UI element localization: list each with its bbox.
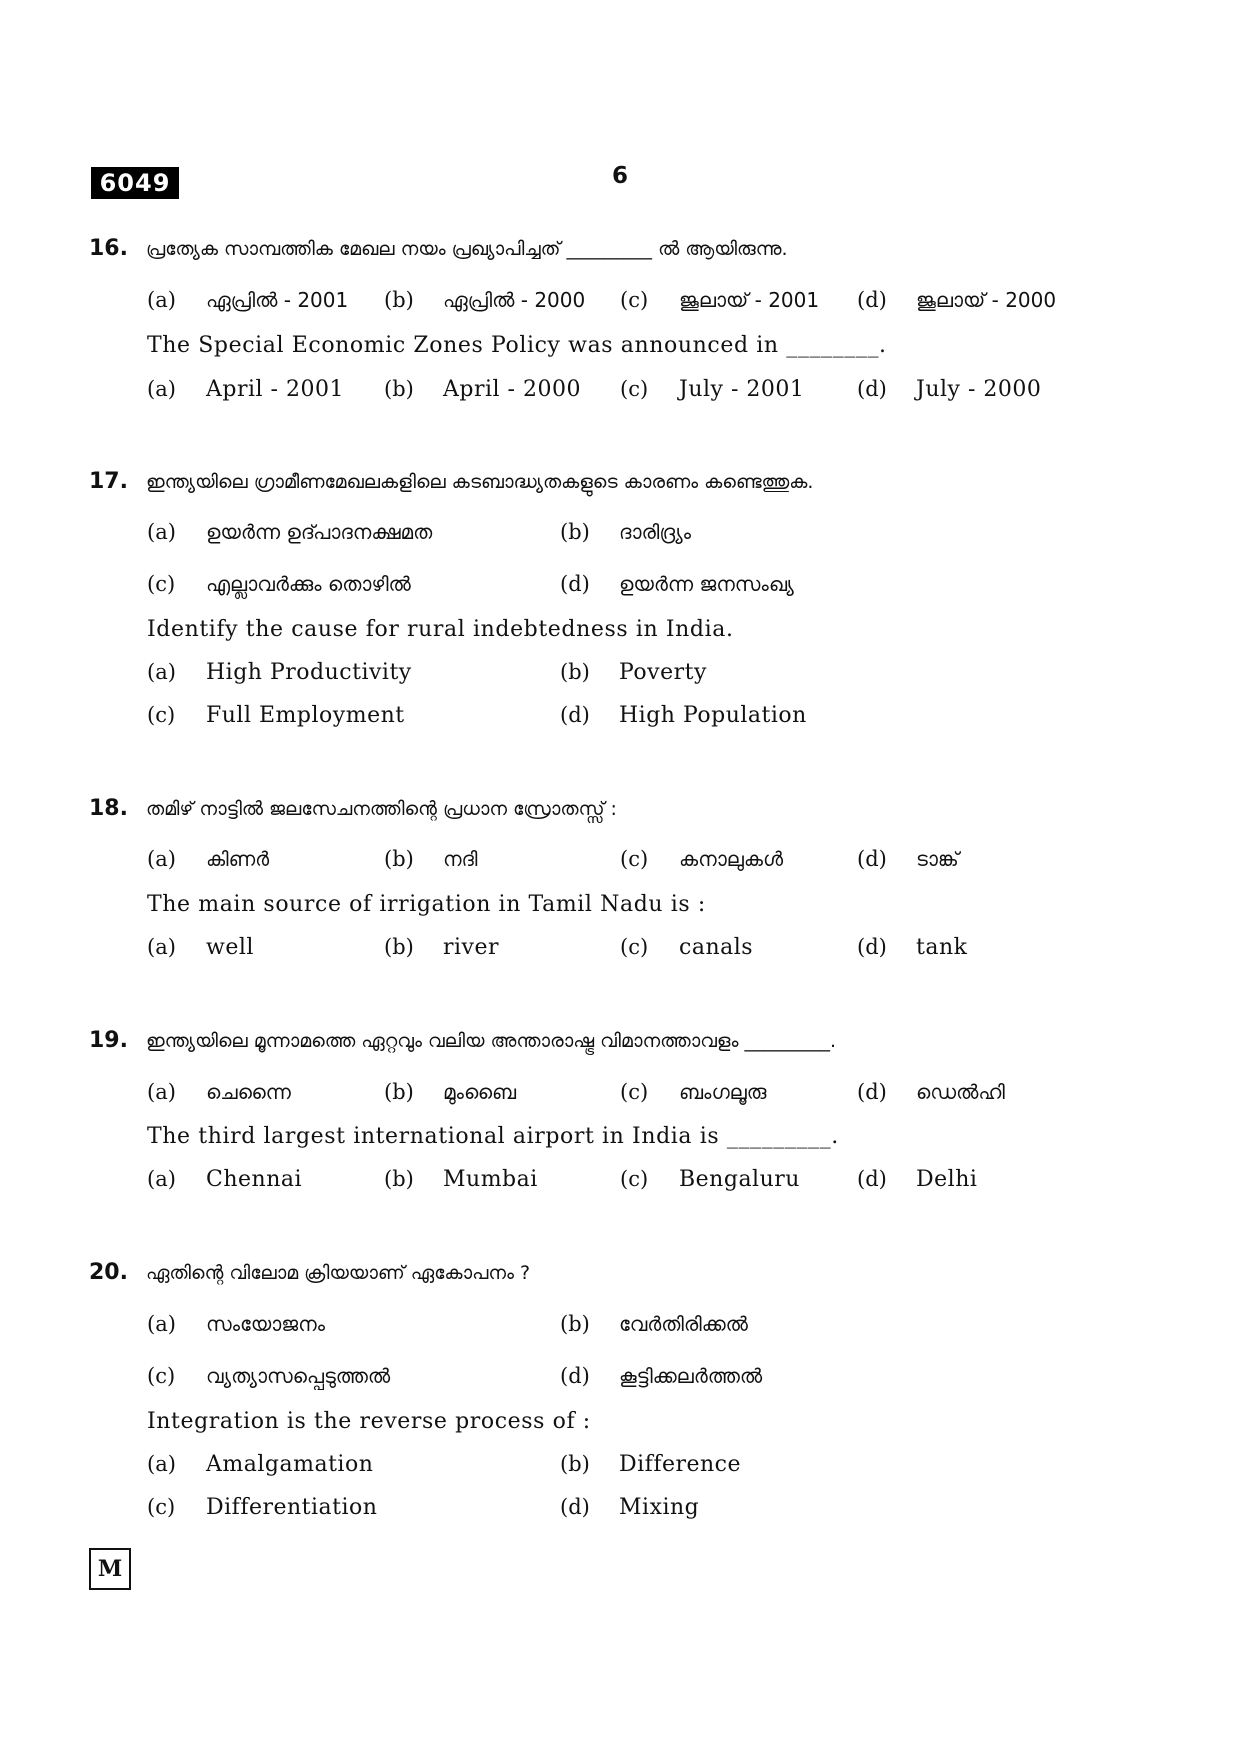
question-number: 18. [89,796,128,821]
option-text-malayalam: ഉയർന്ന ഉദ്പാദനക്ഷമത [206,520,433,544]
question-stem-malayalam: പ്രത്യേക സാമ്പത്തിക മേഖല നയം പ്രഖ്യാപിച്ചത് _________ ൽ ആയിരുന്നു. [146,238,788,260]
page-number: 6 [612,163,629,189]
option-text-english: July - 2000 [916,377,1042,402]
question-stem-malayalam: ഇന്ത്യയിലെ മൂന്നാമത്തെ ഏറ്റവും വലിയ അന്താരാഷ്ട്ര വിമാനത്താവളം _________. [146,1030,836,1052]
option-text-english: canals [679,935,754,960]
option-text-malayalam: ഏപ്രിൽ - 2001 [206,288,349,312]
option-text-english: July - 2001 [679,377,805,402]
option-text-english: well [206,935,254,960]
option-label: (b) [384,847,414,871]
option-label: (d) [560,703,590,727]
option-label: (a) [147,377,176,401]
option-text-malayalam: നദി [443,847,478,871]
question-number: 19. [89,1028,128,1053]
option-text-malayalam: മുംബൈ [443,1080,517,1104]
option-text-english: tank [916,935,968,960]
option-label: (a) [147,660,176,684]
option-text-english: Differentiation [206,1495,378,1520]
option-label: (d) [857,377,887,401]
option-text-malayalam: വേർതിരിക്കൽ [619,1312,748,1336]
option-text-malayalam: വ്യത്യാസപ്പെടുത്തൽ [206,1364,391,1388]
option-text-malayalam: സംയോജനം [206,1312,326,1336]
option-label: (c) [620,288,649,312]
question-stem-malayalam: ഏതിന്റെ വിലോമ ക്രിയയാണ് ഏകോപനം ? [146,1262,531,1284]
option-label: (c) [147,703,176,727]
question-stem-malayalam: ഇന്ത്യയിലെ ഗ്രാമീണമേഖലകളിലെ കടബാദ്ധ്യതകളുടെ കാരണം കണ്ടെത്തുക. [146,471,814,493]
medium-mark-box: M [89,1548,131,1590]
option-label: (d) [857,1080,887,1104]
option-label: (c) [147,572,176,596]
option-text-malayalam: ബംഗലൂരു [679,1080,767,1104]
question-stem-english: Identify the cause for rural indebtedness in India. [147,617,734,642]
option-text-malayalam: ദാരിദ്ര്യം [619,520,691,544]
paper-code-badge: 6049 [91,167,179,199]
option-label: (d) [560,1495,590,1519]
option-text-english: Difference [619,1452,742,1477]
option-text-malayalam: കൂട്ടിക്കലർത്തൽ [619,1364,763,1388]
option-text-english: Mixing [619,1495,700,1520]
option-text-malayalam: ഉയർന്ന ജനസംഖ്യ [619,572,794,596]
option-label: (b) [560,660,590,684]
option-label: (d) [857,288,887,312]
option-label: (d) [857,1167,887,1191]
option-label: (b) [560,1312,590,1336]
question-stem-english: Integration is the reverse process of : [147,1409,591,1434]
option-label: (a) [147,520,176,544]
option-label: (b) [384,377,414,401]
option-label: (b) [384,935,414,959]
option-label: (a) [147,935,176,959]
option-label: (c) [620,1167,649,1191]
option-text-malayalam: ജൂലായ് - 2000 [916,288,1057,312]
option-label: (a) [147,1167,176,1191]
option-text-malayalam: ചെന്നൈ [206,1080,291,1104]
option-text-english: April - 2001 [206,377,344,402]
option-label: (c) [620,935,649,959]
question-stem-malayalam: തമിഴ് നാട്ടിൽ ജലസേചനത്തിന്റെ പ്രധാന സ്രോതസ്സ് : [146,798,617,820]
option-text-malayalam: കിണർ [206,847,270,871]
question-stem-english: The third largest international airport in India is _________. [147,1124,839,1149]
option-label: (a) [147,1080,176,1104]
option-label: (a) [147,1312,176,1336]
option-text-english: Bengaluru [679,1167,800,1192]
option-label: (a) [147,1452,176,1476]
option-text-english: High Population [619,703,807,728]
option-text-english: April - 2000 [443,377,581,402]
option-text-english: Chennai [206,1167,303,1192]
question-number: 17. [89,469,128,494]
option-label: (d) [857,935,887,959]
option-label: (a) [147,847,176,871]
question-stem-english: The main source of irrigation in Tamil Nadu is : [147,892,706,917]
option-text-malayalam: കനാലുകൾ [679,847,784,871]
option-text-malayalam: ജൂലായ് - 2001 [679,288,820,312]
option-label: (b) [384,1080,414,1104]
option-text-english: Poverty [619,660,707,685]
option-label: (c) [620,1080,649,1104]
option-label: (b) [560,1452,590,1476]
option-text-english: Amalgamation [206,1452,374,1477]
option-text-english: river [443,935,500,960]
option-text-english: Full Employment [206,703,405,728]
option-label: (b) [384,1167,414,1191]
option-label: (c) [147,1495,176,1519]
question-stem-english: The Special Economic Zones Policy was announced in ________. [147,333,887,358]
option-label: (b) [560,520,590,544]
option-label: (d) [560,572,590,596]
question-number: 16. [89,236,128,261]
option-text-english: Delhi [916,1167,978,1192]
option-text-english: High Productivity [206,660,412,685]
option-label: (c) [620,377,649,401]
option-text-english: Mumbai [443,1167,538,1192]
option-label: (c) [620,847,649,871]
option-label: (a) [147,288,176,312]
option-text-malayalam: ഏപ്രിൽ - 2000 [443,288,586,312]
option-label: (b) [384,288,414,312]
option-text-malayalam: ടാങ്ക് [916,847,959,871]
option-label: (c) [147,1364,176,1388]
option-label: (d) [560,1364,590,1388]
question-number: 20. [89,1260,128,1285]
option-label: (d) [857,847,887,871]
option-text-malayalam: ഡെൽഹി [916,1080,1005,1104]
option-text-malayalam: എല്ലാവർക്കും തൊഴിൽ [206,572,411,596]
